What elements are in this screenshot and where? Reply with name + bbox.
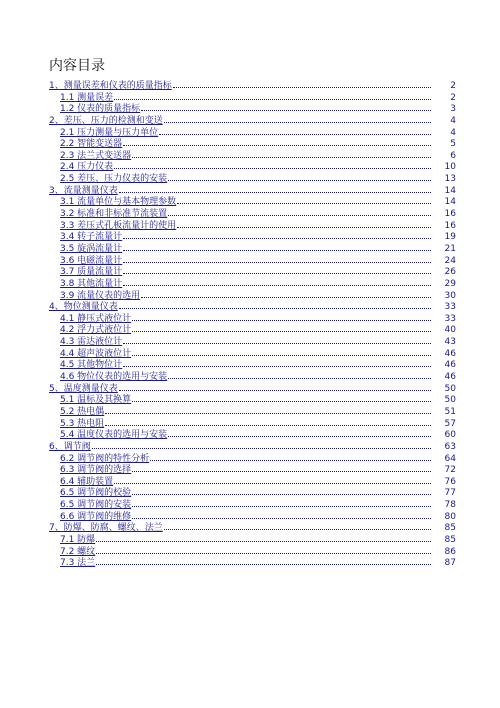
toc-entry-label: 3.6 电磁流量计 <box>60 255 123 266</box>
toc-section-link[interactable] <box>0 242 500 254</box>
toc-entry-label: 4.1 静压式液位计 <box>60 313 132 324</box>
toc-page-number: 13 <box>444 174 456 185</box>
toc-entry-label: 5.3 热电阻 <box>60 418 105 429</box>
toc-entry-label: 4、物位测量仪表 <box>49 302 118 313</box>
toc-entry-label: 2.2 智能变送器 <box>60 139 123 150</box>
toc-page-number: 64 <box>444 453 456 464</box>
toc-section-link[interactable] <box>0 347 500 359</box>
toc-entry-label: 7.2 螺纹 <box>60 546 96 557</box>
toc-section-link[interactable] <box>0 91 500 103</box>
toc-entry-label: 6.6 调节阀的维修 <box>60 511 132 522</box>
toc-page-number: 50 <box>444 395 456 406</box>
toc-section-link[interactable] <box>0 289 500 301</box>
toc-entry-label: 6、调节阀 <box>49 441 91 452</box>
dot-leader <box>173 79 431 88</box>
dot-leader <box>123 358 431 367</box>
dot-leader <box>168 428 431 437</box>
toc-entry-label: 5.2 热电偶 <box>60 406 105 417</box>
dot-leader <box>132 510 431 519</box>
toc-page-number: 60 <box>444 430 456 441</box>
toc-entry-label: 6.5 调节阀的校验 <box>60 488 132 499</box>
dot-leader <box>141 102 431 111</box>
toc-section-link[interactable] <box>0 219 500 231</box>
dot-leader <box>96 556 431 565</box>
toc-page-number: 29 <box>444 278 456 289</box>
dot-leader <box>123 254 431 263</box>
dot-leader <box>96 533 431 542</box>
toc-section-link[interactable] <box>0 452 500 464</box>
dot-leader <box>168 172 431 181</box>
toc-section-link[interactable] <box>0 498 500 510</box>
dot-leader <box>105 417 431 426</box>
dot-leader <box>168 207 431 216</box>
dot-leader <box>123 265 431 274</box>
toc-page-number: 51 <box>444 406 456 417</box>
toc-entry-label: 7.1 防爆 <box>60 534 96 545</box>
toc-page-number: 43 <box>444 337 456 348</box>
toc-entry-label: 5、温度测量仪表 <box>49 383 118 394</box>
toc-page-number: 57 <box>444 418 456 429</box>
dot-leader <box>132 323 431 332</box>
toc-page-number: 26 <box>444 267 456 278</box>
dot-leader <box>96 545 431 554</box>
toc-section-link[interactable] <box>0 428 500 440</box>
toc-section-link[interactable] <box>0 149 500 161</box>
dot-leader <box>114 91 431 100</box>
dot-leader <box>132 347 431 356</box>
toc-section-link[interactable] <box>0 160 500 172</box>
dot-leader <box>123 242 431 251</box>
toc-page-number: 24 <box>444 255 456 266</box>
toc-page-number: 3 <box>450 104 456 115</box>
toc-page-number: 2 <box>450 81 456 91</box>
toc-page-number: 16 <box>444 209 456 220</box>
toc-entry-label: 7.3 法兰 <box>60 558 96 569</box>
toc-section-link[interactable] <box>0 533 500 545</box>
toc-page-number: 6 <box>450 150 456 161</box>
toc-page-number: 16 <box>444 220 456 231</box>
dot-leader <box>123 335 431 344</box>
toc-entry-label: 2、差压、压力的检测和变送 <box>49 115 163 126</box>
toc-entry-label: 6.5 调节阀的安装 <box>60 500 132 511</box>
toc-section-link[interactable] <box>0 545 500 557</box>
dot-leader <box>132 486 431 495</box>
dot-leader <box>105 405 431 414</box>
toc-entry-label: 3.2 标准和非标准节流装置 <box>60 209 168 220</box>
toc-section-link[interactable] <box>0 323 500 335</box>
toc-page-number: 46 <box>444 348 456 359</box>
toc-page-number: 33 <box>444 302 456 313</box>
toc-entry-label: 3.8 其他流量计 <box>60 278 123 289</box>
toc-section-link[interactable] <box>0 277 500 289</box>
toc-page-number: 85 <box>444 523 456 534</box>
toc-entry-label: 3.7 质量流量计 <box>60 267 123 278</box>
dot-leader <box>132 498 431 507</box>
toc-page-number: 14 <box>444 185 456 196</box>
dot-leader <box>132 393 431 402</box>
toc-entry-label: 1.2 仪表的质量指标 <box>60 104 141 115</box>
dot-leader <box>168 370 431 379</box>
dot-leader <box>123 230 431 239</box>
toc-section-link[interactable] <box>0 265 500 277</box>
toc-entry-label: 2.4 压力仪表 <box>60 162 114 173</box>
toc-section-link[interactable] <box>0 137 500 149</box>
toc-page-number: 4 <box>450 127 456 138</box>
dot-leader <box>132 312 431 321</box>
toc-chapter-link[interactable] <box>0 382 500 394</box>
toc-page-number: 63 <box>444 441 456 452</box>
toc-entry-label: 5.4 温度仪表的选用与安装 <box>60 430 168 441</box>
toc-section-link[interactable] <box>0 463 500 475</box>
dot-leader <box>150 452 431 461</box>
toc-entry-label: 7、防爆、防腐、螺纹、法兰 <box>49 523 163 534</box>
toc-section-link[interactable] <box>0 126 500 138</box>
toc-chapter-link[interactable] <box>0 184 500 196</box>
toc-entry-label: 1、测量误差和仪表的质量指标 <box>49 81 172 91</box>
toc-chapter-link[interactable] <box>0 521 500 533</box>
toc-section-link[interactable] <box>0 417 500 429</box>
toc-page-number: 87 <box>444 558 456 569</box>
toc-page-number: 86 <box>444 546 456 557</box>
toc-chapter-link[interactable] <box>0 79 500 91</box>
toc-title: 内容目录 <box>49 58 105 74</box>
dot-leader <box>159 126 431 135</box>
dot-leader <box>92 440 431 449</box>
toc-page-number: 78 <box>444 500 456 511</box>
toc-page-number: 2 <box>450 92 456 103</box>
toc-page-number: 50 <box>444 383 456 394</box>
toc-chapter-link[interactable] <box>0 300 500 312</box>
toc-page-number: 80 <box>444 511 456 522</box>
toc-section-link[interactable] <box>0 358 500 370</box>
dot-leader <box>123 277 431 286</box>
dot-leader <box>141 289 431 298</box>
toc-entry-label: 3.4 转子流量计 <box>60 232 123 243</box>
toc-entry-label: 6.2 调节阀的特性分析 <box>60 453 150 464</box>
dot-leader <box>114 475 431 484</box>
toc-page-number: 46 <box>444 372 456 383</box>
toc-page-number: 14 <box>444 197 456 208</box>
dot-leader <box>164 114 431 123</box>
dot-leader <box>132 149 431 158</box>
toc-entry-label: 2.1 压力测量与压力单位 <box>60 127 159 138</box>
toc-page-number: 10 <box>444 162 456 173</box>
toc-page-number: 76 <box>444 476 456 487</box>
toc-list <box>0 79 500 568</box>
toc-page-number: 33 <box>444 313 456 324</box>
toc-section-link[interactable] <box>0 475 500 487</box>
toc-section-link[interactable] <box>0 230 500 242</box>
toc-section-link[interactable] <box>0 510 500 522</box>
dot-leader <box>177 219 431 228</box>
toc-entry-label: 4.4 超声波液位计 <box>60 348 132 359</box>
toc-entry-label: 1.1 测量误差 <box>60 92 114 103</box>
toc-page-number: 30 <box>444 290 456 301</box>
dot-leader <box>119 300 431 309</box>
toc-section-link[interactable] <box>0 405 500 417</box>
toc-section-link[interactable] <box>0 207 500 219</box>
toc-page-number: 21 <box>444 243 456 254</box>
toc-entry-label: 6.3 调节阀的选择 <box>60 465 132 476</box>
toc-section-link[interactable] <box>0 370 500 382</box>
toc-chapter-link[interactable] <box>0 114 500 126</box>
toc-page-number: 46 <box>444 360 456 371</box>
toc-entry-label: 3.5 旋涡流量计 <box>60 243 123 254</box>
toc-section-link[interactable] <box>0 335 500 347</box>
toc-entry-label: 3.9 流量仪表的选用 <box>60 290 141 301</box>
toc-page-number: 4 <box>450 115 456 126</box>
toc-page-number: 40 <box>444 325 456 336</box>
toc-chapter-link[interactable] <box>0 440 500 452</box>
dot-leader <box>132 463 431 472</box>
toc-section-link[interactable] <box>0 102 500 114</box>
dot-leader <box>119 184 431 193</box>
toc-entry-label: 3、流量测量仪表 <box>49 185 118 196</box>
toc-section-link[interactable] <box>0 486 500 498</box>
toc-entry-label: 4.6 物位仪表的选用与安装 <box>60 372 168 383</box>
toc-section-link[interactable] <box>0 312 500 324</box>
dot-leader <box>114 160 431 169</box>
toc-entry-label: 3.1 流量单位与基本物理参数 <box>60 197 177 208</box>
toc-section-link[interactable] <box>0 195 500 207</box>
toc-page-number: 19 <box>444 232 456 243</box>
toc-section-link[interactable] <box>0 556 500 568</box>
toc-page-number: 5 <box>450 139 456 150</box>
toc-entry-label: 4.2 浮力式液位计 <box>60 325 132 336</box>
dot-leader <box>164 521 431 530</box>
toc-section-link[interactable] <box>0 172 500 184</box>
toc-entry-label: 3.3 差压式孔板流量计的使用 <box>60 220 177 231</box>
toc-page-number: 85 <box>444 534 456 545</box>
toc-section-link[interactable] <box>0 393 500 405</box>
toc-section-link[interactable] <box>0 254 500 266</box>
dot-leader <box>119 382 431 391</box>
toc-entry-label: 5.1 温标及其换算 <box>60 395 132 406</box>
toc-entry-label: 4.5 其他物位计 <box>60 360 123 371</box>
toc-page-number: 72 <box>444 465 456 476</box>
toc-entry-label: 2.5 差压、压力仪表的安装 <box>60 174 168 185</box>
toc-page-number: 77 <box>444 488 456 499</box>
dot-leader <box>123 137 431 146</box>
toc-entry-label: 6.4 辅助装置 <box>60 476 114 487</box>
toc-entry-label: 2.3 法兰式变送器 <box>60 150 132 161</box>
toc-entry-label: 4.3 雷达液位计 <box>60 337 123 348</box>
dot-leader <box>177 195 431 204</box>
